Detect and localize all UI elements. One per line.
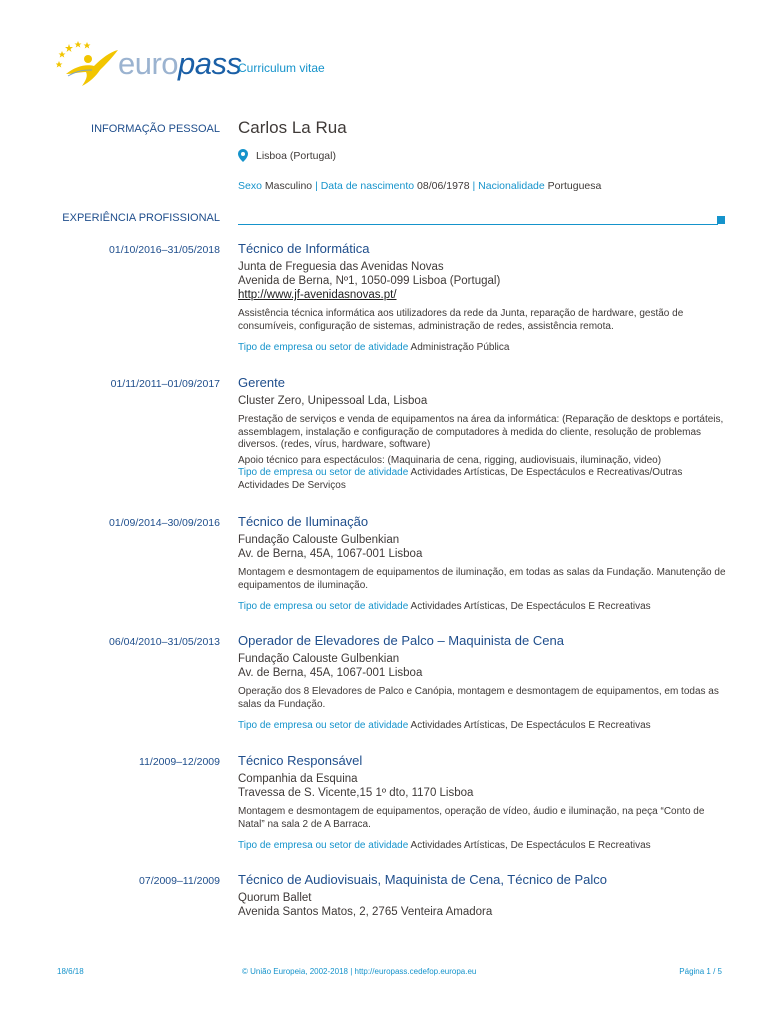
section-divider: [238, 224, 718, 225]
job-dates: 01/10/2016–31/05/2018: [109, 244, 220, 256]
job-sector: [238, 720, 728, 733]
job-entry: [238, 375, 728, 492]
employer-address: Avenida Santos Matos, 2, 2765 Venteira Amadora: [238, 906, 493, 918]
europass-logo: [56, 40, 256, 90]
job-dates: 11/2009–12/2009: [139, 756, 220, 768]
job-title: Técnico de Iluminação: [238, 514, 369, 529]
employer-address: Av. de Berna, 45A, 1067-001 Lisboa: [238, 548, 423, 560]
sector-value: Actividades Artísticas, De Espectáculos E Recreativas: [410, 720, 651, 731]
employer-address: Av. de Berna, 45A, 1067-001 Lisboa: [238, 667, 423, 679]
job-entry: [238, 633, 728, 733]
footer-page-number: Página 1 / 5: [679, 967, 722, 976]
section-label-personal: INFORMAÇÃO PESSOAL: [91, 123, 220, 135]
job-sector: [238, 467, 728, 492]
job-dates: 01/09/2014–30/09/2016: [109, 517, 220, 529]
dob-value: 08/06/1978: [417, 180, 470, 192]
personal-details-line: [238, 180, 601, 192]
job-title: Gerente: [238, 375, 285, 390]
employer-name: Fundação Calouste Gulbenkian: [238, 534, 400, 546]
dob-label: Data de nascimento: [320, 180, 415, 192]
location-text: Lisboa (Portugal): [256, 149, 336, 162]
job-description: Prestação de serviços e venda de equipamentos na área da informática: (Reparação de desktops e portáteis, assemblagem, instalação e configuração de computadores à medida do cliente, resolução de problemas diversos. (redes, vírus, hardware, software): [238, 414, 724, 450]
job-title: Técnico Responsável: [238, 753, 363, 768]
job-description: Assistência técnica informática aos utilizadores da rede da Junta, reparação de hardware, gestão de consumíveis, configuração de sistemas, administração de redes, assistência remota.: [238, 308, 684, 332]
job-dates: 06/04/2010–31/05/2013: [109, 636, 220, 648]
employer-address: Avenida de Berna, Nº1, 1050-099 Lisboa (Portugal): [238, 275, 501, 287]
person-name: Carlos La Rua: [238, 118, 347, 137]
job-entry: [238, 753, 728, 853]
nationality-label: Nacionalidade: [478, 180, 545, 192]
sector-value: Administração Pública: [410, 342, 510, 353]
sector-value: Actividades Artísticas, De Espectáculos E Recreativas: [410, 601, 651, 612]
sector-label: Tipo de empresa ou setor de atividade: [238, 601, 409, 612]
job-dates: 07/2009–11/2009: [139, 875, 220, 887]
location-row: [238, 149, 336, 162]
section-divider-marker: [717, 216, 725, 224]
job-description: Montagem e desmontagem de equipamentos, operação de vídeo, áudio e iluminação, na peça “Conto de Natal” na sala 2 de A Barraca.: [238, 806, 705, 830]
job-sector: [238, 342, 728, 355]
sector-label: Tipo de empresa ou setor de atividade: [238, 840, 409, 851]
section-label-experience: EXPERIÊNCIA PROFISSIONAL: [62, 212, 220, 224]
job-sector: [238, 840, 728, 853]
job-description: Montagem e desmontagem de equipamentos de iluminação, em todas as salas da Fundação. Manutenção de equipamentos de iluminação.: [238, 567, 726, 591]
separator: |: [315, 180, 318, 192]
job-entry: [238, 872, 728, 919]
job-entry: [238, 514, 728, 614]
nationality-value: Portuguesa: [547, 180, 602, 192]
employer-address: Travessa de S. Vicente,15 1º dto, 1170 Lisboa: [238, 787, 474, 799]
job-entry: [238, 241, 728, 355]
sector-label: Tipo de empresa ou setor de atividade: [238, 720, 409, 731]
job-title: Operador de Elevadores de Palco – Maquinista de Cena: [238, 633, 564, 648]
sex-value: Masculino: [264, 180, 313, 192]
europass-star-figure-icon: [56, 40, 122, 90]
sector-value: Actividades Artísticas, De Espectáculos E Recreativas: [410, 840, 651, 851]
employer-name: Cluster Zero, Unipessoal Lda, Lisboa: [238, 395, 428, 407]
sex-label: Sexo: [238, 180, 262, 192]
sector-value: Actividades Artísticas, De Espectáculos e Recreativas/Outras Actividades De Serviços: [238, 467, 683, 491]
job-description: Operação dos 8 Elevadores de Palco e Canópia, montagem e desmontagem de equipamentos, em todas as salas da Fundação.: [238, 686, 719, 710]
job-description-extra: Apoio técnico para espectáculos: (Maquinaria de cena, rigging, audiovisuais, iluminação, video): [238, 454, 662, 466]
employer-name: Companhia da Esquina: [238, 773, 358, 785]
job-title: Técnico de Informática: [238, 241, 370, 256]
footer-copyright: © União Europeia, 2002-2018 | http://europass.cedefop.europa.eu: [242, 967, 477, 976]
footer-date: 18/6/18: [57, 967, 84, 976]
sector-label: Tipo de empresa ou setor de atividade: [238, 467, 409, 478]
employer-name: Junta de Freguesia das Avenidas Novas: [238, 261, 444, 273]
employer-url-link[interactable]: http://www.jf-avenidasnovas.pt/: [238, 289, 397, 301]
sector-label: Tipo de empresa ou setor de atividade: [238, 342, 409, 353]
document-title: Curriculum vitae: [238, 61, 325, 75]
employer-name: Quorum Ballet: [238, 892, 312, 904]
map-pin-icon: [238, 149, 248, 162]
employer-name: Fundação Calouste Gulbenkian: [238, 653, 400, 665]
europass-wordmark: europass: [118, 46, 242, 81]
job-sector: [238, 601, 728, 614]
employer-url-row: [238, 288, 728, 302]
job-title: Técnico de Audiovisuais, Maquinista de Cena, Técnico de Palco: [238, 872, 608, 887]
job-dates: 01/11/2011–01/09/2017: [110, 378, 220, 390]
separator: |: [472, 180, 476, 192]
